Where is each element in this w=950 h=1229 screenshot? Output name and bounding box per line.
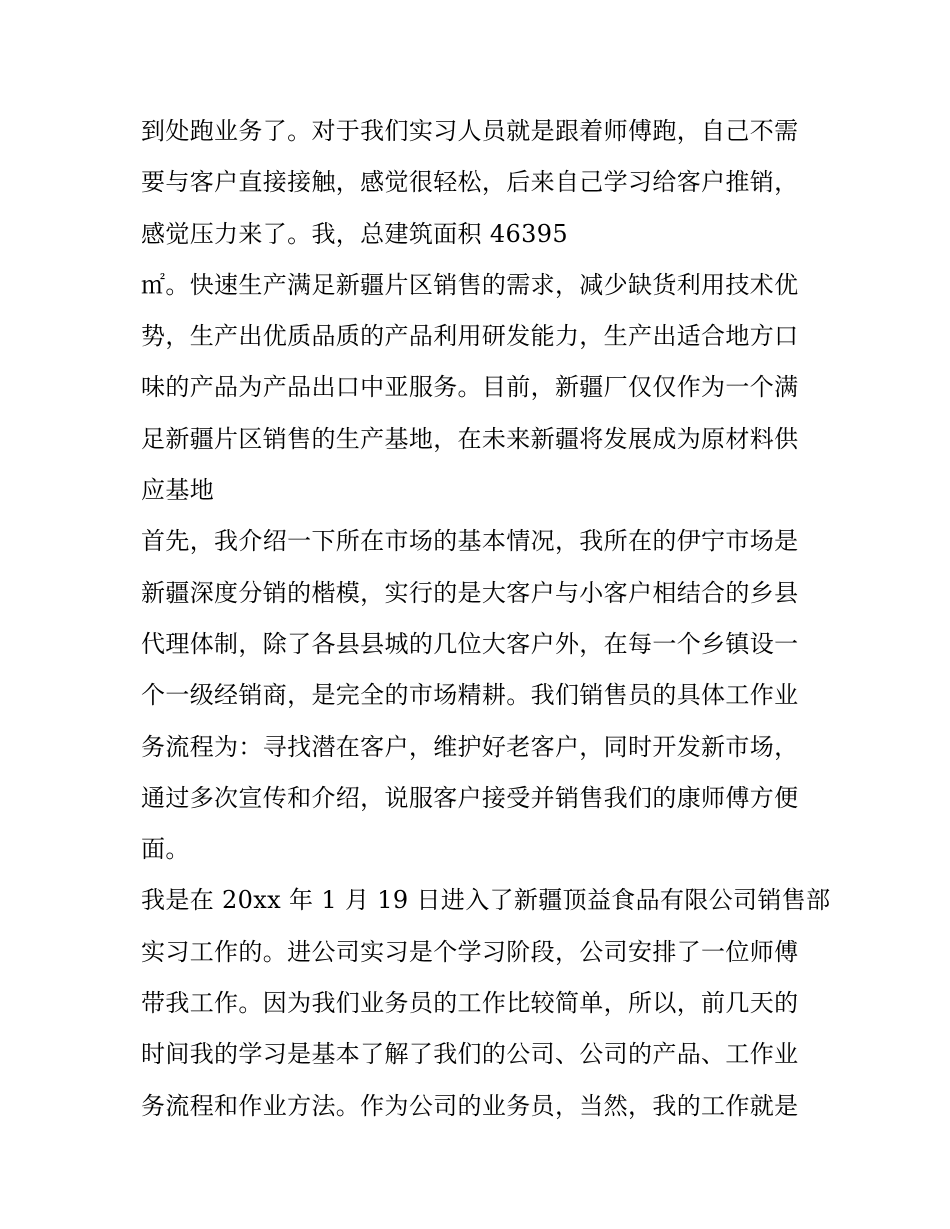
text-line: 势，生产出优质品质的产品利用研发能力，生产出适合地方口 <box>141 322 799 351</box>
text-line: 务流程和作业方法。作为公司的业务员，当然，我的工作就是 <box>141 1091 799 1120</box>
text-line: 实习工作的。进公司实习是个学习阶段，公司安排了一位师傅 <box>141 937 799 966</box>
text-line: 要与客户直接接触，感觉很轻松，后来自己学习给客户推销， <box>141 168 799 197</box>
text-line: 首先，我介绍一下所在市场的基本情况，我所在的伊宁市场是 <box>141 527 799 556</box>
text-line: 我是在 20xx 年 1 月 19 日进入了新疆顶益食品有限公司销售部 <box>141 886 831 915</box>
text-line: ㎡。快速生产满足新疆片区销售的需求，减少缺货利用技术优 <box>141 270 799 299</box>
text-line: 足新疆片区销售的生产基地，在未来新疆将发展成为原材料供 <box>141 424 799 453</box>
text-line: 务流程为：寻找潜在客户，维护好老客户，同时开发新市场， <box>141 732 799 761</box>
text-line: 面。 <box>141 835 190 864</box>
text-line: 个一级经销商，是完全的市场精耕。我们销售员的具体工作业 <box>141 681 799 710</box>
text-line: 新疆深度分销的楷模，实行的是大客户与小客户相结合的乡县 <box>141 578 799 607</box>
text-line: 通过多次宣传和介绍，说服客户接受并销售我们的康师傅方便 <box>141 783 799 812</box>
text-line: 时间我的学习是基本了解了我们的公司、公司的产品、工作业 <box>141 1040 799 1069</box>
text-line: 带我工作。因为我们业务员的工作比较简单，所以，前几天的 <box>141 989 799 1018</box>
text-line: 感觉压力来了。我，总建筑面积 46395 <box>141 219 568 248</box>
text-line: 代理体制，除了各县县城的几位大客户外，在每一个乡镇设一 <box>141 629 799 658</box>
document-body <box>141 106 831 1132</box>
text-line: 到处跑业务了。对于我们实习人员就是跟着师傅跑，自己不需 <box>141 117 799 145</box>
text-line: 应基地 <box>141 476 215 505</box>
text-line: 味的产品为产品出口中亚服务。目前，新疆厂仅仅作为一个满 <box>141 373 799 402</box>
